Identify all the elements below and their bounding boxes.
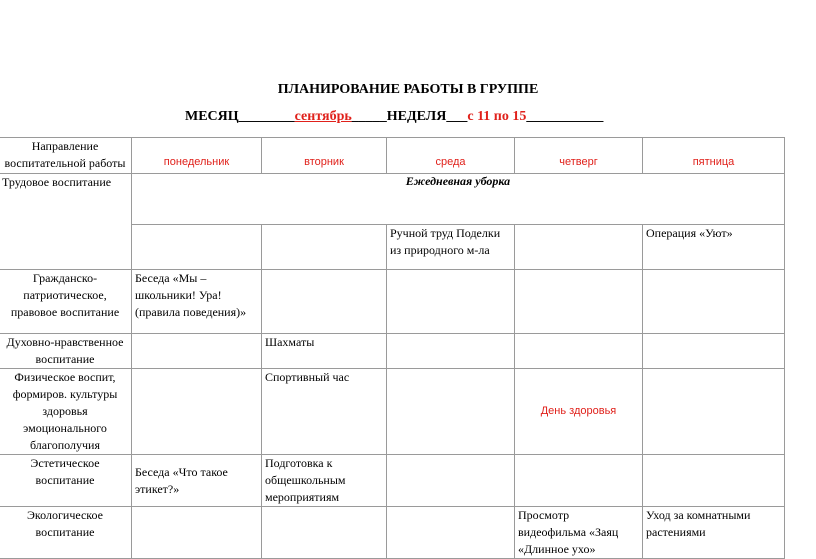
cell-tue: Шахматы <box>262 334 387 369</box>
table-row <box>0 455 785 507</box>
direction-cell: Эстетическое воспитание <box>0 455 132 507</box>
direction-header: Направление воспитательной работы <box>0 138 132 174</box>
month-label: МЕСЯЦ________ <box>185 109 295 124</box>
day-friday: пятница <box>643 138 785 174</box>
week-label: _____НЕДЕЛЯ___ <box>351 109 468 124</box>
cell-thu-health-day: День здоровья <box>515 369 643 455</box>
day-monday: понедельник <box>132 138 262 174</box>
month-week-line <box>185 109 603 125</box>
table-row <box>0 270 785 334</box>
planning-table <box>0 137 785 559</box>
table-row <box>0 174 785 225</box>
cell-tue: Спортивный час <box>262 369 387 455</box>
cell-mon <box>132 225 262 270</box>
cell-wed <box>387 270 515 334</box>
cell-thu: Просмотр видеофильма «Заяц «Длинное ухо» <box>515 507 643 559</box>
trailing-line: ___________ <box>526 109 604 124</box>
cell-mon <box>132 334 262 369</box>
cell-fri: Уход за комнатными растениями <box>643 507 785 559</box>
cell-fri <box>643 369 785 455</box>
table-row <box>0 334 785 369</box>
direction-cell: Экологическое воспитание <box>0 507 132 559</box>
direction-cell: Духовно-нравственное воспитание <box>0 334 132 369</box>
cell-wed <box>387 369 515 455</box>
direction-cell: Гражданско-патриотическое, правовое воспитание <box>0 270 132 334</box>
direction-cell: Физическое воспит, формиров. культуры здоровья эмоционального благополучия <box>0 369 132 455</box>
cell-wed: Ручной труд Поделки из природного м-ла <box>387 225 515 270</box>
cell-mon <box>132 369 262 455</box>
cell-tue <box>262 225 387 270</box>
table-row <box>0 369 785 455</box>
cell-fri: Операция «Уют» <box>643 225 785 270</box>
cell-mon: Беседа «Мы – школьники! Ура!(правила поведения)» <box>132 270 262 334</box>
cell-wed <box>387 334 515 369</box>
cell-mon: Беседа «Что такое этикет?» <box>132 455 262 507</box>
direction-cell: Трудовое воспитание <box>0 174 132 270</box>
page-title: ПЛАНИРОВАНИЕ РАБОТЫ В ГРУППЕ <box>277 82 539 97</box>
cell-thu <box>515 225 643 270</box>
cell-fri <box>643 334 785 369</box>
cell-thu <box>515 270 643 334</box>
cell-thu <box>515 334 643 369</box>
cell-wed <box>387 455 515 507</box>
day-wednesday: среда <box>387 138 515 174</box>
cell-tue <box>262 507 387 559</box>
day-thursday: четверг <box>515 138 643 174</box>
cell-wed <box>387 507 515 559</box>
cell-tue: Подготовка к общешкольным мероприятиям <box>262 455 387 507</box>
table-header-row <box>0 138 785 174</box>
week-value: с 11 по 15 <box>467 109 527 124</box>
cell-thu <box>515 455 643 507</box>
cell-fri <box>643 270 785 334</box>
cell-tue <box>262 270 387 334</box>
day-tuesday: вторник <box>262 138 387 174</box>
cell-mon <box>132 507 262 559</box>
month-value: сентябрь <box>294 109 352 124</box>
daily-cleaning: Ежедневная уборка <box>132 174 785 225</box>
cell-fri <box>643 455 785 507</box>
table-row <box>0 507 785 559</box>
